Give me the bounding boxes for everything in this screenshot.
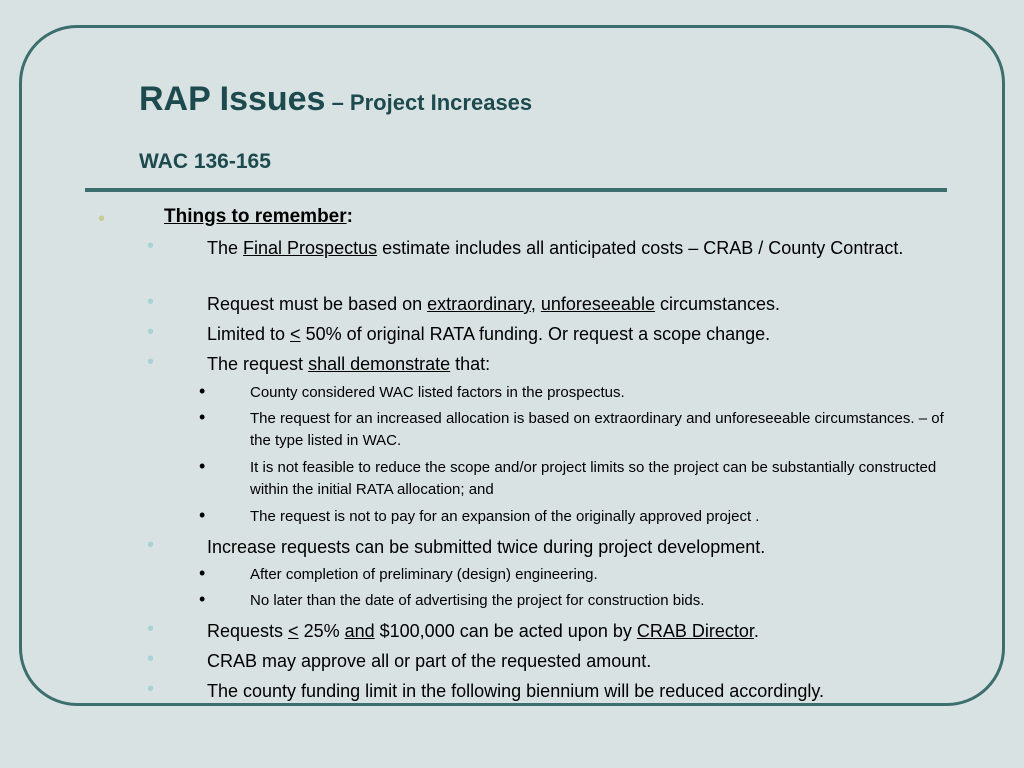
bullet-icon: • — [98, 208, 106, 230]
slide-title — [139, 80, 532, 119]
bullet-icon: • — [147, 534, 155, 556]
bullet-icon: • — [147, 321, 155, 343]
bullet-icon: • — [199, 456, 206, 476]
bullet-icon: • — [199, 381, 206, 401]
bullet-icon: • — [147, 235, 155, 257]
heading-text: Things to remember: — [164, 206, 353, 227]
slide-subtitle: WAC 136-165 — [139, 150, 271, 173]
title-main: RAP Issues — [139, 80, 326, 118]
bullet-icon: • — [147, 351, 155, 373]
bullet-icon: • — [147, 618, 155, 640]
bullet-icon: • — [147, 678, 155, 700]
bullet-icon: • — [199, 505, 206, 525]
bullet-icon: • — [147, 648, 155, 670]
bullet-icon: • — [199, 407, 206, 427]
bullet-icon: • — [199, 563, 206, 583]
bullet-icon: • — [147, 291, 155, 313]
bullet-icon: • — [199, 589, 206, 609]
title-divider — [85, 188, 947, 192]
title-sub: – Project Increases — [325, 90, 533, 115]
